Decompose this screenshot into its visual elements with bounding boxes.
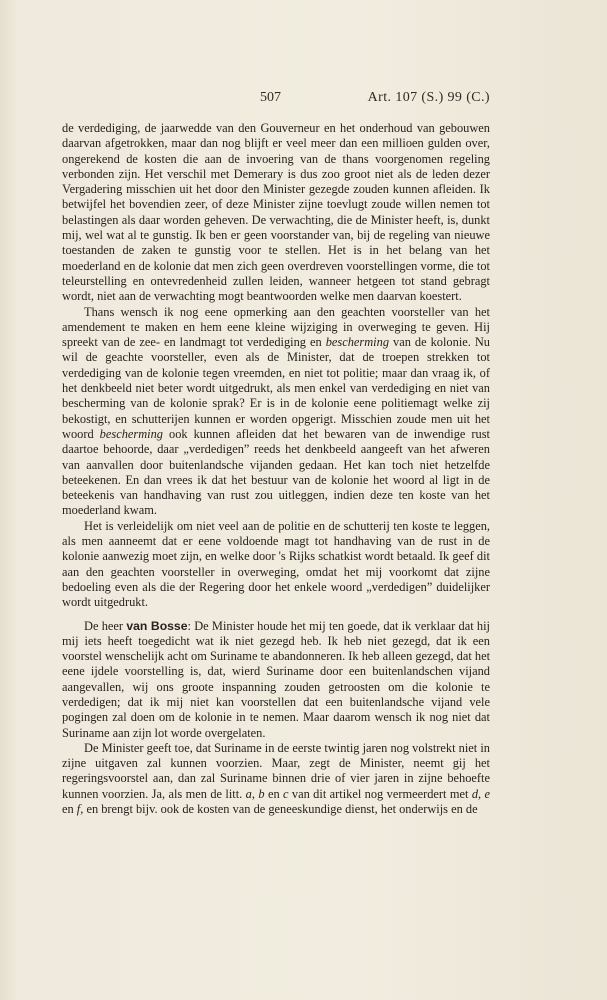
speaker-name: van Bosse <box>126 618 188 633</box>
paragraph-5 <box>62 741 490 817</box>
littera-a: a <box>245 786 252 801</box>
littera-e: e <box>484 786 491 801</box>
paragraph-5-part-7: , en brengt bijv. ook de kosten van de geneeskundige dienst, het onderwijs en de <box>80 802 478 817</box>
emphasis-bescherming-2: bescherming <box>99 426 163 441</box>
speaker-prefix: De heer <box>84 618 124 633</box>
paragraph-2-part-1: Thans wensch ik nog eene opmerking aan den geachten voorsteller van het amendement te maken en hem eene kleine wijziging in overweging te geven. Hij spreekt van de zee- en landmagt tot verdediging en <box>62 304 490 350</box>
littera-c: c <box>283 786 289 801</box>
body-text <box>62 121 490 817</box>
article-reference: Art. 107 (S.) 99 (C.) <box>367 90 490 105</box>
paragraph-5-part-5: , <box>478 786 485 801</box>
paragraph-2-part-3: ook kunnen afleiden dat het bewaren van de inwendige rust daartoe behoorde, daar „verdedigen” reeds het denkbeeld aangeeft van het afweren van aanvallen door buitenlandsche vijanden gedaan. Het kan toch niet hetzelfde beteekenen. En dan vrees ik dat het bestuur van de kolonie het woord al ligt in de beteekenis van handhaving van rust zou uitleggen, indien deze ten koste van het moederland kwam. <box>62 426 490 518</box>
paragraph-2 <box>62 305 490 519</box>
paragraph-3: Het is verleidelijk om niet veel aan de politie en de schutterij ten koste te leggen, als men aanneemt dat er eene voldoende magt tot handhaving van de rust in de kolonie aanwezig moet zijn, en welke door 's Rijks schatkist wordt betaald. Ik geef dit aan den geachten voorsteller in overweging, omdat het mij voorkomt dat zijne bedoeling even als die der Regering door het enkele woord „verdedigen” duidelijker wordt uitgedrukt. <box>62 518 490 610</box>
paragraph-1: de verdediging, de jaarwedde van den Gouverneur en het onderhoud van gebouwen daarvan afgetrokken, maar dan nog blijft er veel meer dan een millioen gulden over, ongerekend de kosten die aan de invoering van de thans voorgenomen regeling verbonden zijn. Het verschil met Demerary is dus zoo groot niet als de leden dezer Vergadering misschien uit het door den Minister gezegde zouden kunnen afleiden. Ik betwijfel het bovendien zeer, of deze Minister zijne toevlugt zoude willen nemen tot belastingen als daar worden geheven. De verwachting, die de Minister heeft, is, dunkt mij, wel wat al te gunstig. Ik ben er geen voorstander van, bij de regeling van nieuwe toestanden de zaken te gunstig voor te stellen. Het is in het belang van het moederland en de kolonie dat men zich geen overdreven voorstellingen vorme, die tot teleurstelling en ontevredenheid zullen leiden, wanneer hetgeen tot stand gebragt wordt, niet aan de verwachting mogt beantwoorden welke men daarvan koestert. <box>62 121 490 304</box>
paragraph-5-part-4: van dit artikel nog vermeerdert met <box>288 786 472 801</box>
emphasis-bescherming-1: bescherming <box>325 335 390 350</box>
littera-f: f <box>76 802 81 817</box>
paragraph-2-part-2: van de kolonie. Nu wil de geachte voorsteller, even als de Minister, dat de troepen strekken tot verdediging van de kolonie tegen vreemden, en niet tot politie; maar dan vraag ik, of het denkbeeld niet beter wordt uitgedrukt, als men enkel van verdediging en niet van bescherming van de kolonie sprak? Er is in de kolonie eene politiemagt welke zij bekostigt, en schutterijen kunnen er worden opgerigt. Misschien zoude men uit het woord <box>62 335 490 441</box>
speech-van-bosse <box>62 619 490 741</box>
paragraph-5-part-2: , <box>251 786 259 801</box>
page-number: 507 <box>260 90 281 105</box>
speech-text: : De Minister houde het mij ten goede, dat ik verklaar dat hij mij iets heeft toegedicht wat ik niet gezegd heb. Ik heb niet gezegd, dat ik een voorstel wenschelijk acht om Suriname te abandonneren. Ik heb alleen gezegd, dat het eene ijdele voorstelling is, dat, wierd Suriname door een buitenlandschen vijand aangevallen, wij ons groote inspanning zouden getroosten om die kolonie te verdedigen; dat ik mij niet kan voorstellen dat een buitenlandsche vijand vele pogingen zal doen om de kolonie in te nemen. Maar daarom wensch ik nog niet dat Suriname aan zijn lot worde overgelaten. <box>62 618 491 740</box>
paragraph-5-part-3: en <box>264 786 284 801</box>
littera-d: d <box>471 786 479 801</box>
running-header <box>62 90 490 110</box>
paragraph-5-part-1: De Minister geeft toe, dat Suriname in de eerste twintig jaren nog volstrekt niet in zijne uitgaven zal kunnen voorzien. Maar, zegt de Minister, neemt gij het regeringsvoorstel aan, dan zal Suriname binnen drie of vier jaren in zijne behoefte kunnen voorzien. Ja, als men de litt. <box>62 740 490 801</box>
littera-b: b <box>258 786 265 801</box>
paragraph-5-part-6: en <box>62 802 77 817</box>
